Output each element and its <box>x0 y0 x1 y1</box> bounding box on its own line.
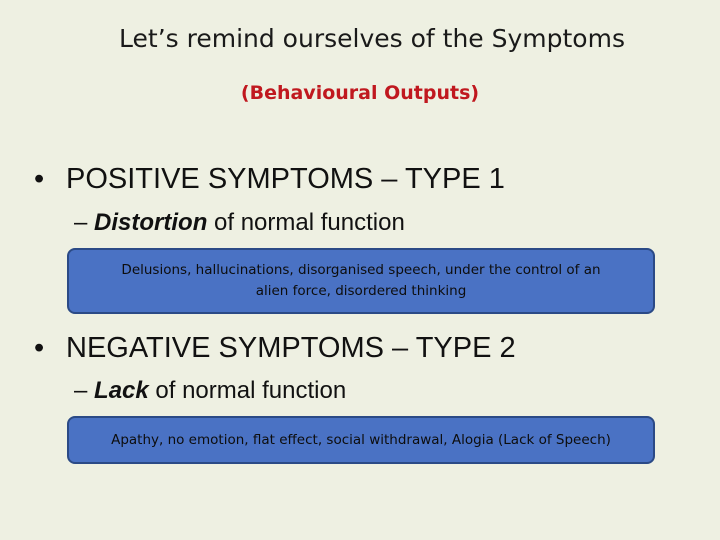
negative-subpoint <box>74 377 346 405</box>
negative-box-text: Apathy, no emotion, flat effect, social withdrawal, Alogia (Lack of Speech) <box>111 431 611 448</box>
slide-subtitle: (Behavioural Outputs) <box>240 82 480 104</box>
positive-emphasis: Distortion <box>94 209 208 236</box>
negative-emphasis: Lack <box>94 377 149 404</box>
negative-heading-text: NEGATIVE SYMPTOMS – TYPE 2 <box>66 332 516 364</box>
positive-sub-rest: of normal function <box>207 209 405 236</box>
negative-symptoms-box <box>67 416 655 464</box>
sub-dash: – <box>74 209 88 236</box>
negative-sub-rest: of normal function <box>148 377 347 404</box>
bullet-marker: • <box>34 332 45 364</box>
negative-symptoms-heading <box>34 332 516 365</box>
positive-symptoms-heading <box>34 163 505 196</box>
positive-box-text: Delusions, hallucinations, disorganised speech, under the control of an alien force, disordered thinking <box>121 262 601 299</box>
positive-heading-text: POSITIVE SYMPTOMS – TYPE 1 <box>66 163 505 195</box>
slide-title: Let’s remind ourselves of the Symptoms <box>119 24 625 53</box>
positive-subpoint <box>74 209 405 237</box>
positive-symptoms-box <box>67 248 655 314</box>
sub-dash: – <box>74 377 88 404</box>
bullet-marker: • <box>34 163 45 195</box>
